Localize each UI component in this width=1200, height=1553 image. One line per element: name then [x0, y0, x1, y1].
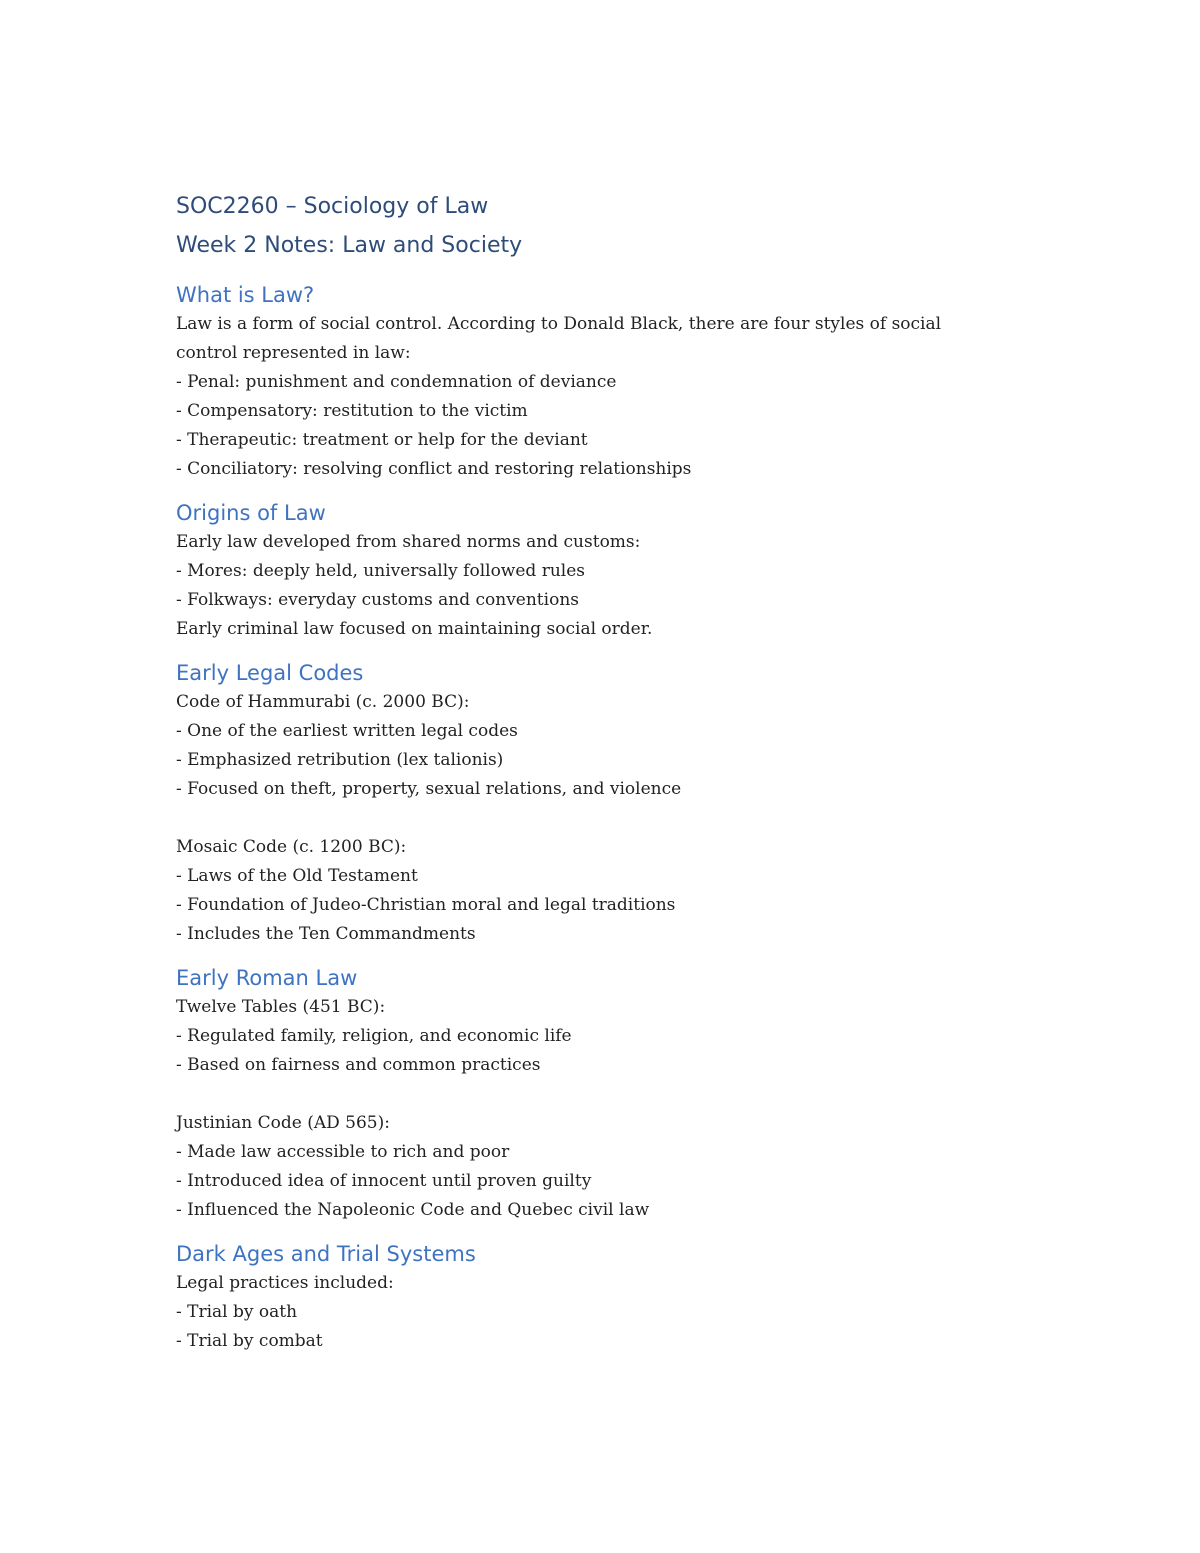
text-line: Justinian Code (AD 565): — [176, 1113, 390, 1133]
text-line: Legal practices included: — [176, 1273, 394, 1293]
text-line: Code of Hammurabi (c. 2000 BC): — [176, 692, 470, 712]
bullet-item: - Made law accessible to rich and poor — [176, 1142, 510, 1162]
bullet-item: - Penal: punishment and condemnation of deviance — [176, 372, 617, 392]
bullet-item: - Introduced idea of innocent until proven guilty — [176, 1171, 592, 1191]
section-heading: Early Legal Codes — [176, 661, 364, 685]
text-line: Mosaic Code (c. 1200 BC): — [176, 837, 407, 857]
text-line: Early law developed from shared norms and customs: — [176, 532, 641, 552]
text-line: Twelve Tables (451 BC): — [176, 997, 386, 1017]
bullet-item: - Folkways: everyday customs and conventions — [176, 590, 579, 610]
bullet-item: - Trial by oath — [176, 1302, 298, 1322]
paragraph-block — [176, 688, 1076, 804]
paragraph-block — [176, 993, 1076, 1080]
week-title: Week 2 Notes: Law and Society — [176, 233, 523, 258]
paragraph-block — [176, 310, 1076, 484]
document-page — [176, 188, 1076, 1356]
text-line: Early criminal law focused on maintaining social order. — [176, 619, 653, 639]
bullet-item: - Influenced the Napoleonic Code and Quebec civil law — [176, 1200, 650, 1220]
bullet-item: - Conciliatory: resolving conflict and restoring relationships — [176, 459, 692, 479]
section-origins-of-law — [176, 498, 1076, 644]
section-heading: Dark Ages and Trial Systems — [176, 1242, 476, 1266]
section-what-is-law — [176, 280, 1076, 484]
notes-body — [176, 280, 1076, 1356]
section-early-roman-law — [176, 963, 1076, 1225]
bullet-item: - Therapeutic: treatment or help for the deviant — [176, 430, 588, 450]
bullet-item: - Includes the Ten Commandments — [176, 924, 476, 944]
text-line: control represented in law: — [176, 343, 411, 363]
course-title: SOC2260 – Sociology of Law — [176, 194, 489, 219]
paragraph-block — [176, 1109, 1076, 1225]
bullet-item: - Regulated family, religion, and economic life — [176, 1026, 572, 1046]
section-early-legal-codes — [176, 658, 1076, 949]
bullet-item: - Laws of the Old Testament — [176, 866, 418, 886]
paragraph-block — [176, 1269, 1076, 1356]
paragraph-block — [176, 528, 1076, 644]
bullet-item: - Emphasized retribution (lex talionis) — [176, 750, 504, 770]
section-heading: Origins of Law — [176, 501, 326, 525]
paragraph-block — [176, 833, 1076, 949]
section-heading: Early Roman Law — [176, 966, 358, 990]
bullet-item: - Based on fairness and common practices — [176, 1055, 541, 1075]
section-heading: What is Law? — [176, 283, 315, 307]
section-dark-ages-and-trial-systems — [176, 1239, 1076, 1356]
bullet-item: - One of the earliest written legal codes — [176, 721, 518, 741]
bullet-item: - Trial by combat — [176, 1331, 323, 1351]
bullet-item: - Focused on theft, property, sexual relations, and violence — [176, 779, 682, 799]
text-line: Law is a form of social control. According to Donald Black, there are four styles of social — [176, 314, 942, 334]
bullet-item: - Foundation of Judeo-Christian moral and legal traditions — [176, 895, 676, 915]
bullet-item: - Mores: deeply held, universally followed rules — [176, 561, 585, 581]
bullet-item: - Compensatory: restitution to the victim — [176, 401, 528, 421]
